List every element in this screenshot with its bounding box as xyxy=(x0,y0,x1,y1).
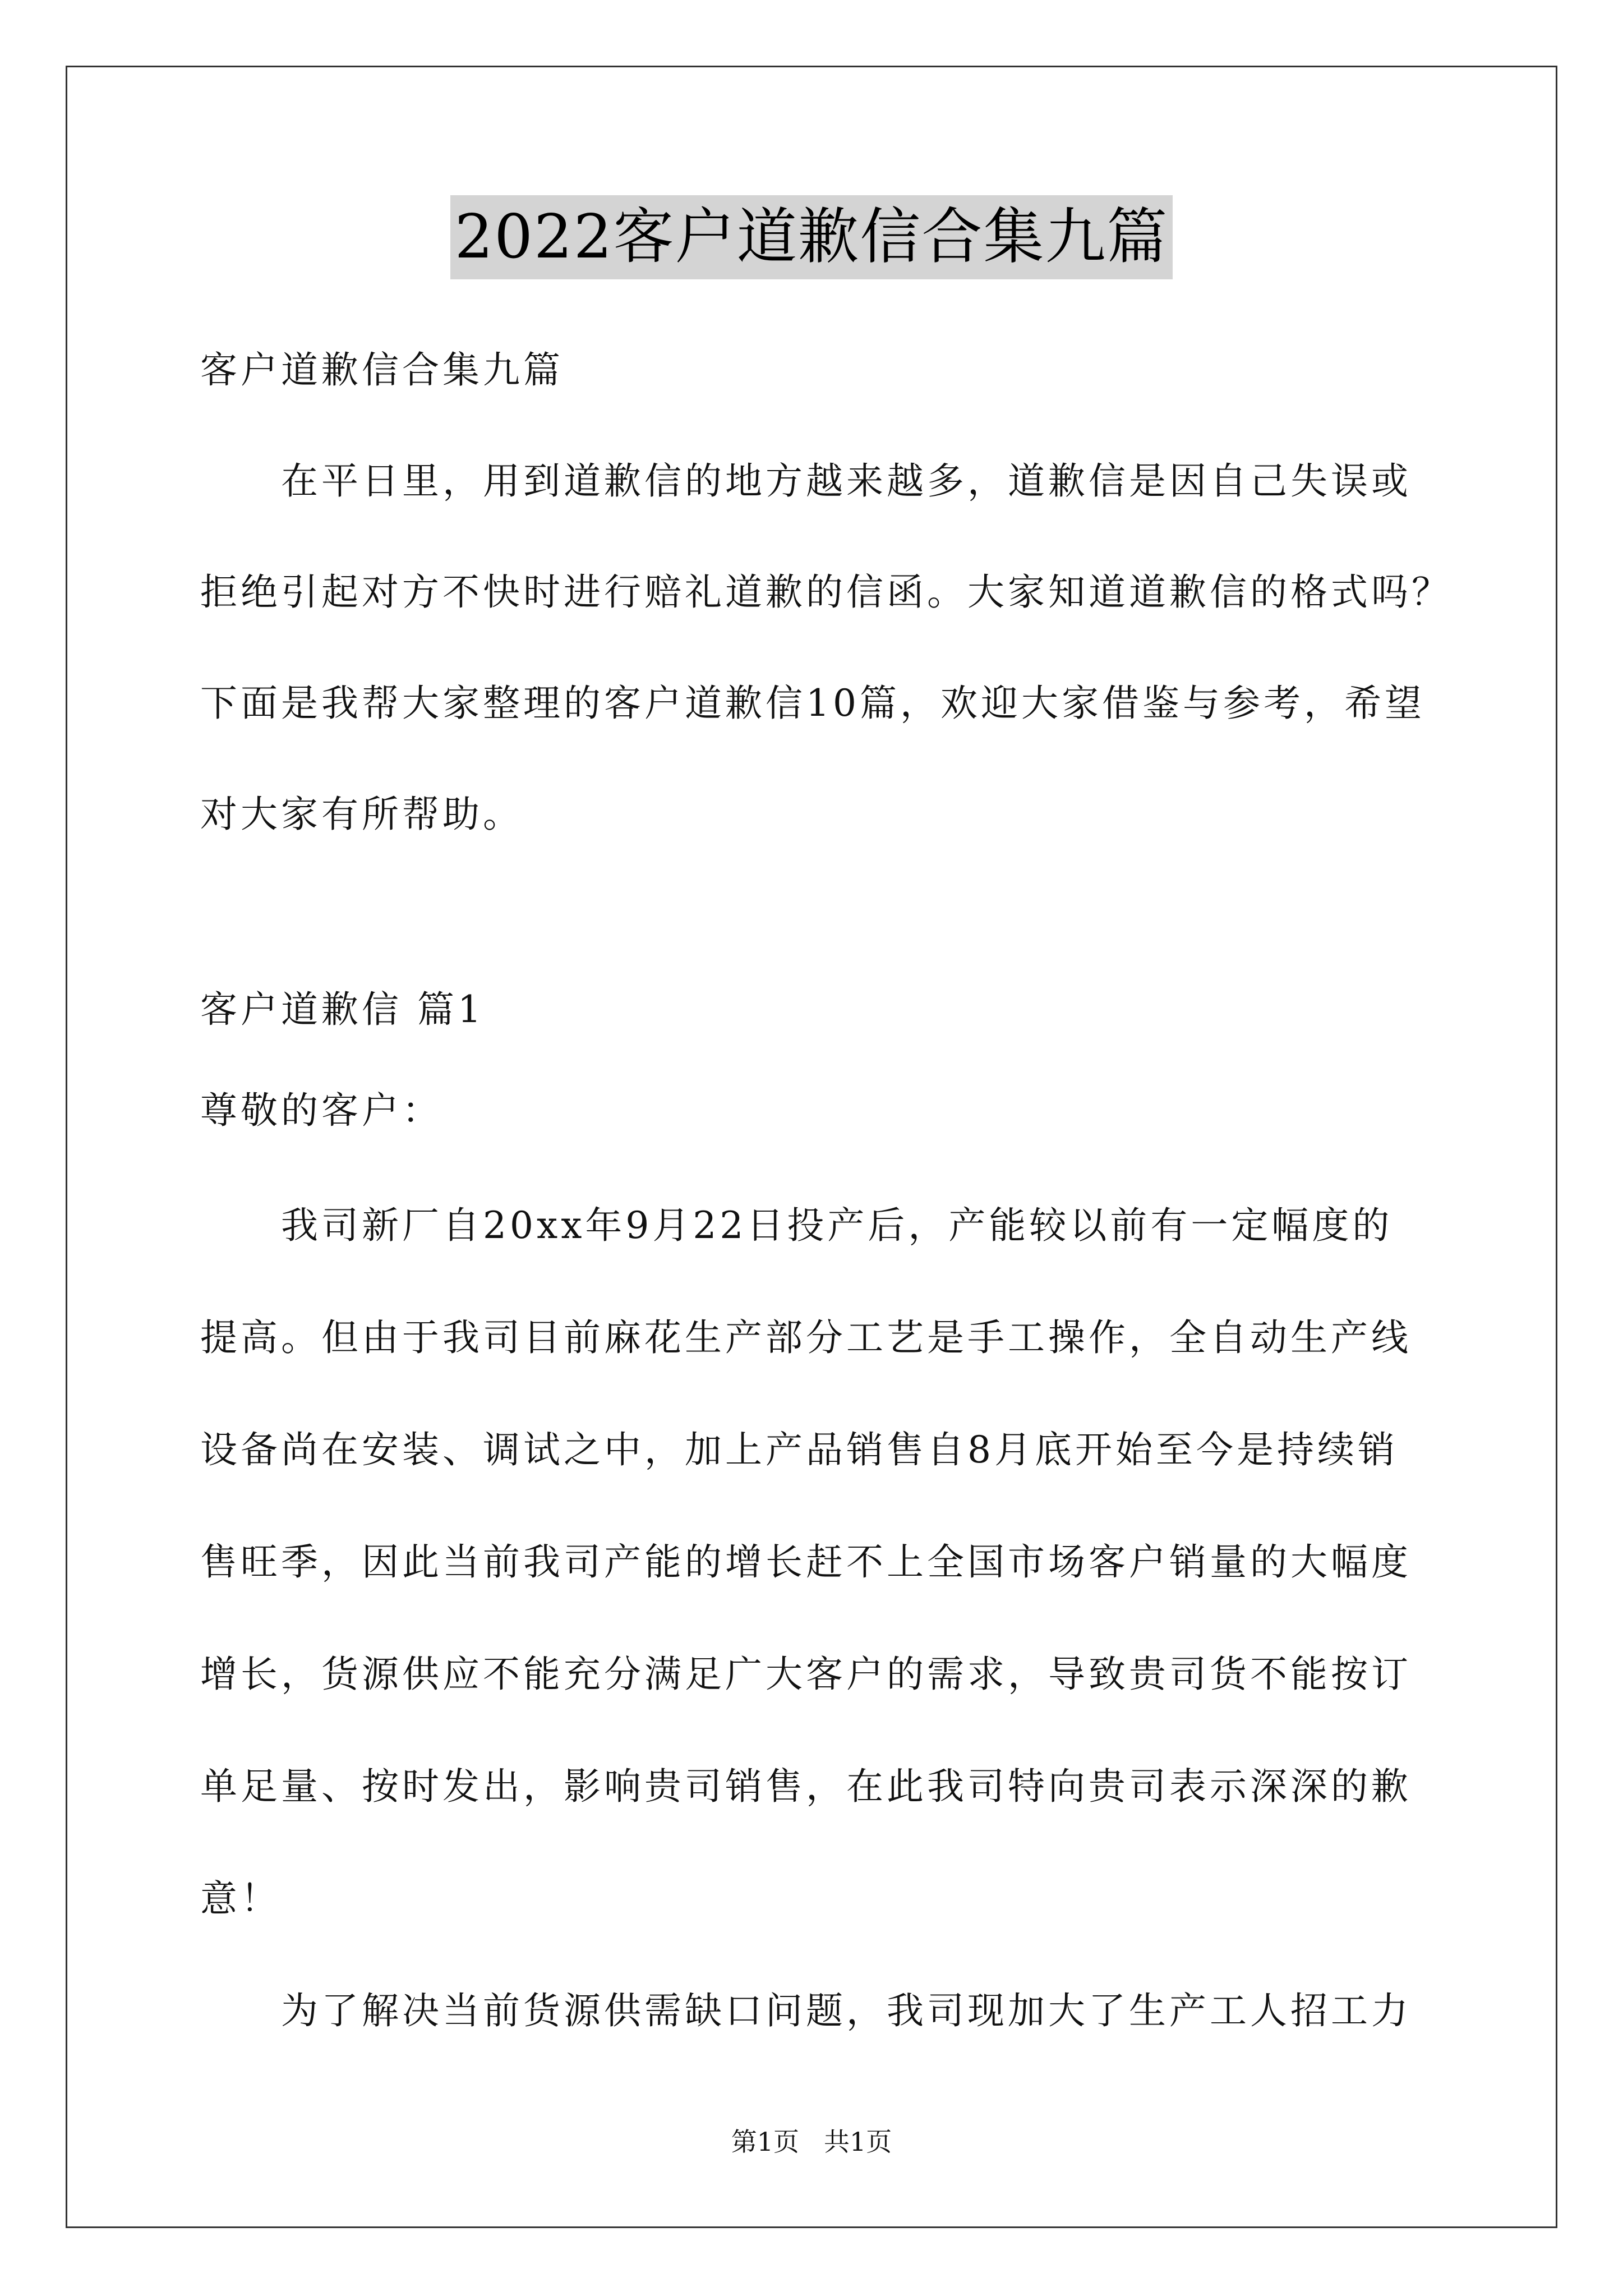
page-footer xyxy=(0,2125,1623,2159)
document-title: 2022客户道歉信合集九篇 xyxy=(450,195,1173,279)
salutation: 尊敬的客户： xyxy=(200,1089,442,1132)
intro-heading: 客户道歉信合集九篇 xyxy=(200,348,564,392)
page-total: 共1页 xyxy=(824,2127,892,2157)
paragraph-line: 售旺季，因此当前我司产能的增长赶不上全国市场客户销量的大幅度 xyxy=(200,1540,1412,1584)
paragraph-line: 增长，货源供应不能充分满足广大客户的需求，导致贵司货不能按订 xyxy=(200,1653,1412,1696)
section-heading: 客户道歉信 篇1 xyxy=(200,988,485,1031)
title-wrap xyxy=(0,195,1623,279)
paragraph-line: 意！ xyxy=(200,1877,281,1920)
paragraph-line: 对大家有所帮助。 xyxy=(200,793,523,836)
paragraph-line: 为了解决当前货源供需缺口问题，我司现加大了生产工人招工力 xyxy=(281,1989,1412,2032)
paragraph-line: 我司新厂自20xx年9月22日投产后，产能较以前有一定幅度的 xyxy=(281,1204,1393,1247)
paragraph-line: 提高。但由于我司目前麻花生产部分工艺是手工操作，全自动生产线 xyxy=(200,1316,1412,1359)
paragraph-line: 下面是我帮大家整理的客户道歉信10篇，欢迎大家借鉴与参考，希望 xyxy=(200,682,1425,725)
page-number: 第1页 xyxy=(731,2127,799,2157)
paragraph-line: 拒绝引起对方不快时进行赔礼道歉的信函。大家知道道歉信的格式吗？ xyxy=(200,570,1452,614)
paragraph-line: 在平日里，用到道歉信的地方越来越多，道歉信是因自己失误或 xyxy=(281,459,1412,503)
paragraph-line: 设备尚在安装、调试之中，加上产品销售自8月底开始至今是持续销 xyxy=(200,1428,1398,1471)
paragraph-line: 单足量、按时发出，影响贵司销售，在此我司特向贵司表示深深的歉 xyxy=(200,1765,1412,1808)
